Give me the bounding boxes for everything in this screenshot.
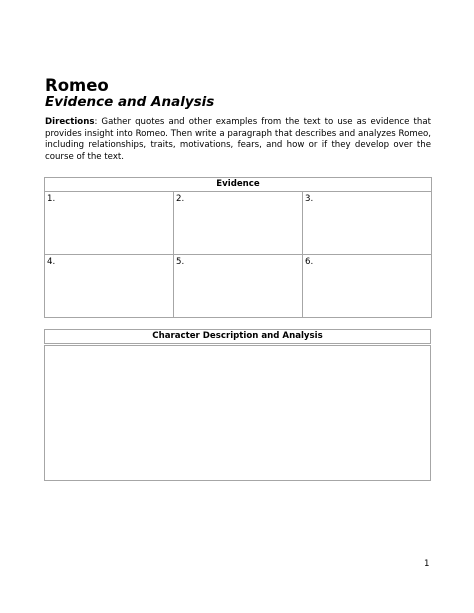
table-row	[45, 255, 432, 318]
directions-text: : Gather quotes and other examples from the text to use as evidence that provides insight into Romeo. Then write a paragraph that describes and analyzes Romeo, including relationships, traits, motivations, fears, and how or if they develop over the course of the text.	[45, 117, 431, 162]
analysis-table-header: Character Description and Analysis	[45, 330, 431, 345]
document-subtitle: Evidence and Analysis	[45, 94, 215, 110]
evidence-cell-6[interactable]: 6.	[303, 255, 432, 318]
directions-paragraph	[45, 117, 431, 163]
directions-label: Directions	[45, 117, 95, 127]
evidence-cell-4[interactable]: 4.	[45, 255, 174, 318]
document-title: Romeo	[45, 76, 109, 95]
evidence-cell-3[interactable]: 3.	[303, 192, 432, 255]
analysis-writing-area[interactable]	[45, 345, 431, 481]
analysis-table	[44, 329, 431, 481]
evidence-cell-5[interactable]: 5.	[174, 255, 303, 318]
page-number: 1	[424, 559, 430, 569]
evidence-table	[44, 177, 432, 318]
evidence-cell-2[interactable]: 2.	[174, 192, 303, 255]
evidence-cell-1[interactable]: 1.	[45, 192, 174, 255]
table-row	[45, 192, 432, 255]
evidence-table-header: Evidence	[45, 178, 432, 192]
